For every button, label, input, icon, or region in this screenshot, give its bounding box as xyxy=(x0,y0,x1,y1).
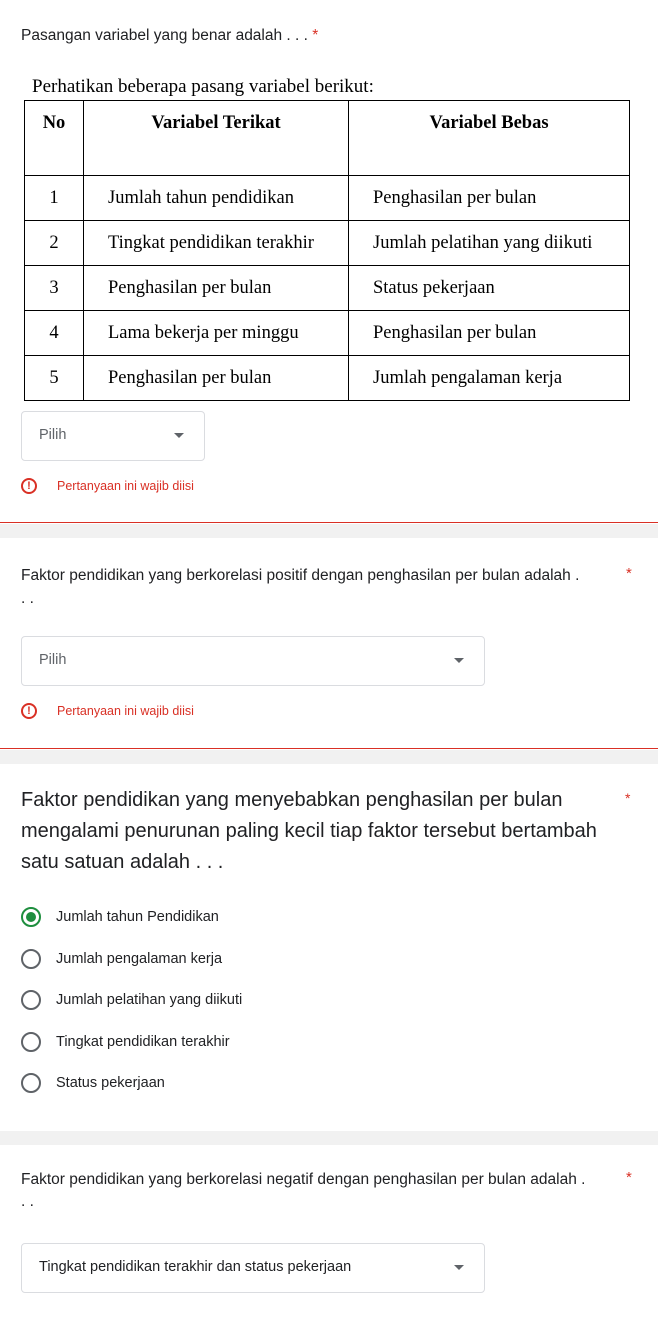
error-text: Pertanyaan ini wajib diisi xyxy=(57,479,194,493)
dropdown-caret-icon xyxy=(174,433,184,438)
card-separator xyxy=(0,1131,658,1145)
table-cell: Penghasilan per bulan xyxy=(84,266,349,311)
table-cell: Penghasilan per bulan xyxy=(84,356,349,401)
table-cell: Penghasilan per bulan xyxy=(349,311,630,356)
table-cell: 4 xyxy=(25,311,84,356)
radio-label: Jumlah pelatihan yang diikuti xyxy=(56,992,243,1008)
radio-option[interactable] xyxy=(21,907,219,927)
radio-label: Tingkat pendidikan terakhir xyxy=(56,1034,230,1050)
table-cell: 2 xyxy=(25,221,84,266)
radio-option[interactable] xyxy=(21,1032,230,1052)
dropdown-value: Tingkat pendidikan terakhir dan status pekerjaan xyxy=(39,1259,352,1275)
variable-table xyxy=(24,100,630,401)
radio-option[interactable] xyxy=(21,990,242,1010)
table-cell: Jumlah pengalaman kerja xyxy=(349,356,630,401)
error-text: Pertanyaan ini wajib diisi xyxy=(57,704,194,718)
error-icon: ! xyxy=(21,478,37,494)
table-cell: Jumlah tahun pendidikan xyxy=(84,176,349,221)
table-subheading: Perhatikan beberapa pasang variabel berikut: xyxy=(32,76,374,97)
table-row xyxy=(25,221,630,266)
question-title: Faktor pendidikan yang berkorelasi positif dengan penghasilan per bulan adalah . xyxy=(21,567,580,584)
table-row xyxy=(25,311,630,356)
radio-unchecked-icon xyxy=(21,1073,41,1093)
answer-dropdown[interactable] xyxy=(21,411,205,461)
table-cell: Status pekerjaan xyxy=(349,266,630,311)
required-mark: * xyxy=(625,790,631,806)
question-title: Faktor pendidikan yang berkorelasi negatif dengan penghasilan per bulan adalah . xyxy=(21,1171,586,1188)
dropdown-caret-icon xyxy=(454,658,464,663)
question-title-continued: . . xyxy=(21,1193,34,1210)
radio-option[interactable] xyxy=(21,1073,165,1093)
card-separator xyxy=(0,750,658,764)
table-header-dependent: Variabel Terikat xyxy=(84,101,349,176)
question-title: Faktor pendidikan yang menyebabkan penghasilan per bulan mengalami penurunan paling kecil tiap faktor tersebut bertambah satu satuan adalah . . . xyxy=(21,789,597,873)
table-row xyxy=(25,176,630,221)
table-cell: Lama bekerja per minggu xyxy=(84,311,349,356)
question-title: Pasangan variabel yang benar adalah . . . * xyxy=(21,27,319,44)
table-cell: Tingkat pendidikan terakhir xyxy=(84,221,349,266)
error-message xyxy=(21,703,194,719)
question-card-2 xyxy=(0,538,658,749)
answer-dropdown[interactable] xyxy=(21,636,485,686)
table-header-no: No xyxy=(25,101,84,176)
table-cell: Jumlah pelatihan yang diikuti xyxy=(349,221,630,266)
table-cell: Penghasilan per bulan xyxy=(349,176,630,221)
table-row xyxy=(25,356,630,401)
error-icon: ! xyxy=(21,703,37,719)
radio-label: Jumlah tahun Pendidikan xyxy=(56,909,219,925)
table-row xyxy=(25,266,630,311)
radio-label: Status pekerjaan xyxy=(56,1075,165,1091)
radio-option[interactable] xyxy=(21,949,222,969)
card-separator xyxy=(0,524,658,538)
radio-label: Jumlah pengalaman kerja xyxy=(56,951,223,967)
question-card-1 xyxy=(0,0,658,523)
table-cell: 5 xyxy=(25,356,84,401)
question-card-4 xyxy=(0,1145,658,1319)
radio-unchecked-icon xyxy=(21,949,41,969)
radio-unchecked-icon xyxy=(21,990,41,1010)
required-mark: * xyxy=(312,27,319,44)
dropdown-value: Pilih xyxy=(39,652,67,668)
table-header-independent: Variabel Bebas xyxy=(349,101,630,176)
error-message xyxy=(21,478,194,494)
dropdown-caret-icon xyxy=(454,1265,464,1270)
table-cell: 1 xyxy=(25,176,84,221)
required-mark: * xyxy=(626,565,632,582)
answer-dropdown[interactable] xyxy=(21,1243,485,1293)
dropdown-value: Pilih xyxy=(39,427,67,443)
required-mark: * xyxy=(626,1169,632,1186)
question-title-continued: . . xyxy=(21,590,34,607)
radio-unchecked-icon xyxy=(21,1032,41,1052)
radio-checked-icon xyxy=(21,907,41,927)
table-cell: 3 xyxy=(25,266,84,311)
